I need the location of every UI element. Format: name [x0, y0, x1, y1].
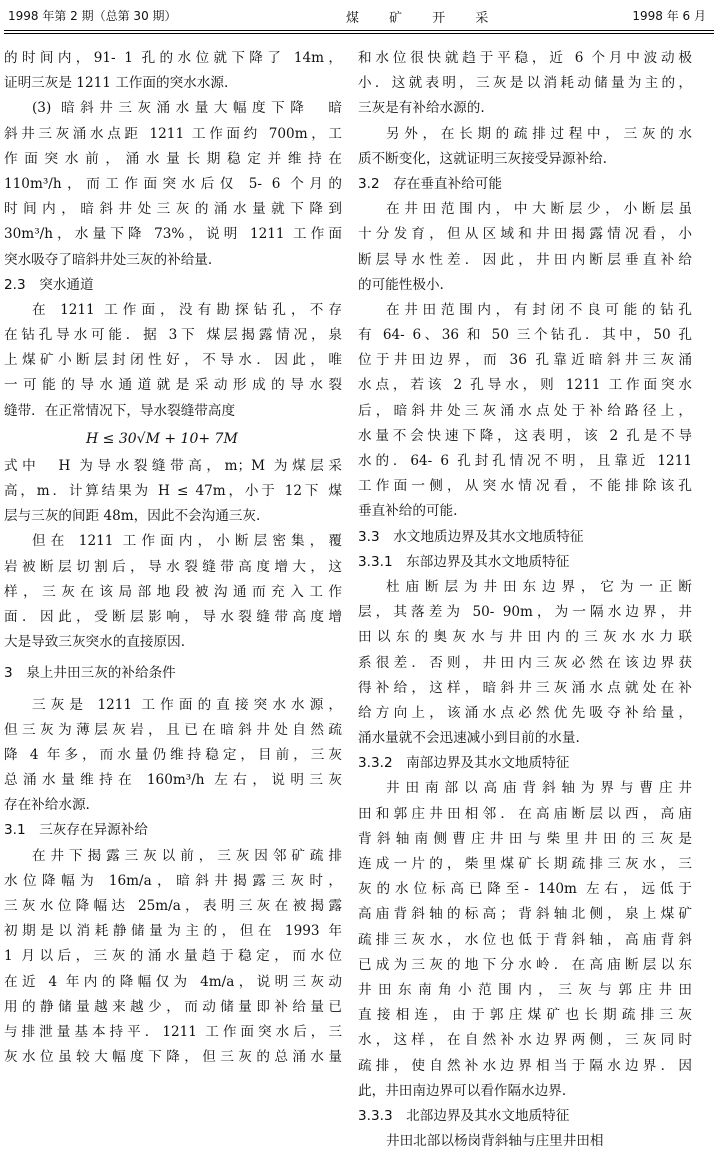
- text-line: 存在补给水源.: [4, 797, 90, 814]
- text-line: 面．因此，受断层影响，导水裂缝带高度增: [4, 608, 342, 625]
- journal-title: 煤 矿 开 采: [346, 11, 502, 26]
- text-line: 水点，若该 2 孔导水，则 1211 工作面突水: [358, 377, 692, 394]
- text-line: 大是导致三灰突水的直接原因.: [4, 634, 186, 651]
- paragraph: [358, 197, 692, 298]
- text-line: 与排泄量基本持平．1211 工作面突水后，三: [4, 1023, 342, 1040]
- text-line: 在钻孔导水可能．据 3下 煤层揭露情况，泉: [4, 327, 342, 344]
- text-line: 在井田范围内，有封闭不良可能的钻孔: [386, 301, 692, 318]
- paragraph: [358, 776, 692, 1103]
- text-line: 高，m．计算结果为 H ≤ 47m，小于 12下 煤: [4, 483, 342, 499]
- text-line: 时间内，暗斜井处三灰的涌水量就下降到: [4, 201, 342, 218]
- text-line: 有 64- 6、36 和 50 三个钻孔．其中，50 孔: [358, 327, 692, 344]
- text-line: 初期是以消耗静储量为主的，但在 1993 年: [4, 923, 342, 940]
- text-line: 位于井田边界，而 36 孔靠近暗斜井三灰涌: [358, 352, 692, 369]
- section-heading: 3.1 三灰存在异源补给: [4, 822, 148, 839]
- text-line: 田以东的奥灰水与井田内的三灰水水力联: [358, 629, 692, 646]
- text-line: 水位降幅为 16m/a，暗斜井揭露三灰时，: [4, 872, 342, 889]
- text-line: 样，三灰在该局部地段被沟通而充入工作: [4, 583, 342, 600]
- paragraph: [358, 1129, 692, 1154]
- text-line: 水，这样，在自然补水边界两侧，三灰同时: [358, 1032, 692, 1049]
- section-heading: 3.3.1 东部边界及其水文地质特征: [358, 553, 570, 570]
- section-heading: 3.2 存在垂直补给可能: [358, 175, 502, 192]
- text-line: 在井下揭露三灰以前，三灰因邻矿疏排: [32, 847, 342, 864]
- text-line: 的时间内，91- 1 孔的水位就下降了 14m，: [4, 50, 342, 66]
- text-line: 垂直补给的可能.: [358, 503, 458, 520]
- text-line: 后，暗斜井处三灰涌水点处于补给路径上，: [358, 402, 692, 419]
- text-line: 总涌水量维持在 160m³/h 左右，说明三灰: [4, 772, 342, 789]
- text-line: 井田东南角小范围内，三灰与郭庄井田: [358, 981, 692, 998]
- text-line: 层，其落差为 50- 90m，为一隔水边界，井: [358, 604, 692, 621]
- text-line: 1 月以后，三灰的涌水量趋于稳定，而水位: [4, 948, 342, 965]
- paragraph: [4, 693, 342, 819]
- header-rule: [4, 33, 714, 34]
- paragraph: [4, 844, 342, 1071]
- text-line: 一可能的导水通道就是采动形成的导水裂: [4, 377, 342, 394]
- text-line: 十分发育，但从区域和井田揭露情况看，小: [358, 226, 692, 243]
- text-line: 突水吸夺了暗斜井处三灰的补给量.: [4, 251, 213, 268]
- text-line: 水的．64- 6 孔封孔情况不明，且靠近 1211: [358, 453, 692, 469]
- text-line: 给方向上，该涌水点必然优先吸夺补给量，: [358, 704, 692, 721]
- text-line: 三灰水位降幅达 25m/a，表明三灰在被揭露: [4, 898, 342, 914]
- paragraph: [358, 298, 692, 525]
- paragraph: [358, 46, 692, 122]
- text-line: 连成一片的，柴里煤矿长期疏排三灰水，三: [358, 856, 692, 872]
- text-line: 疏排，使自然补水边界相当于隔水边界．因: [358, 1057, 692, 1074]
- right-column: [358, 46, 692, 1154]
- text-line: 灰的水位标高已降至- 140m 左右，远低于: [358, 881, 692, 898]
- text-line: 断层导水性差．因此，井田内断层垂直补给: [358, 251, 692, 268]
- text-line: 但三灰为薄层灰岩，且已在暗斜井处自然疏: [4, 721, 342, 738]
- text-line: 层与三灰的间距 48m，因此不会沟通三灰.: [4, 508, 261, 525]
- text-line: 井田北部以杨岗背斜轴与庄里井田相: [386, 1133, 604, 1150]
- left-column: [4, 46, 342, 1070]
- publication-date: 1998 年 6 月: [632, 9, 706, 23]
- equation: H ≤ 30√M + 10+ 7M: [86, 430, 238, 447]
- text-line: 三灰是 1211 工作面的直接突水水源，: [32, 696, 342, 713]
- paragraph: [358, 122, 692, 172]
- text-line: 小．这就表明，三灰是以消耗动储量为主的，: [358, 75, 692, 92]
- text-line: 在近 4 年内的降幅仅为 4m/a，说明三灰动: [4, 973, 342, 990]
- issue-info: 1998 年第 2 期（总第 30 期）: [8, 9, 177, 23]
- text-line: 岩被断层切割后，导水裂缝带高度增大，这: [4, 558, 342, 575]
- paragraph: [4, 529, 342, 655]
- paragraph: [358, 575, 692, 751]
- text-line: 背斜轴南侧曹庄井田与柴里井田的三灰是: [358, 830, 692, 847]
- text-line: 缝带．在正常情况下，导水裂缝带高度: [4, 402, 236, 419]
- paragraph: [4, 46, 342, 96]
- text-line: 和水位很快就趋于平稳，近 6 个月中波动极: [358, 50, 692, 66]
- text-line: 涌水量就不会迅速减小到目前的水量.: [358, 730, 580, 747]
- text-line: 作面突水前，涌水量长期稳定并维持在: [4, 150, 342, 167]
- section-heading: 3.3.3 北部边界及其水文地质特征: [358, 1107, 570, 1124]
- section-heading: 3 泉上井田三灰的补给条件: [4, 665, 176, 682]
- text-line: 高庙背斜轴的标高；背斜轴北侧，泉上煤矿: [358, 906, 692, 923]
- text-line: 灰水位虽较大幅度下降，但三灰的总涌水量: [4, 1049, 342, 1066]
- section-heading: 2.3 突水通道: [4, 276, 94, 293]
- text-line: 斜井三灰涌水点距 1211 工作面约 700m，工: [4, 125, 342, 142]
- header-rule: [4, 30, 714, 31]
- text-line: 系很差．否则，井田内三灰必然在该边界获: [358, 654, 692, 671]
- section-heading: 3.3 水文地质边界及其水文地质特征: [358, 528, 584, 545]
- paragraph: [4, 298, 342, 424]
- text-line: 用的静储量越来越少，而动储量即补给量已: [4, 998, 342, 1015]
- text-line: 上煤矿小断层封闭性好，不导水．因此，唯: [4, 352, 342, 369]
- text-line: 水量不会快速下降，这表明，该 2 孔是不导: [358, 427, 692, 444]
- text-line: 直接相连，由于郭庄煤矿也长期疏排三灰: [358, 1007, 692, 1024]
- text-line: 田和郭庄井田相邻．在高庙断层以西，高庙: [358, 805, 692, 822]
- text-line: 30m³/h，水量下降 73%，说明 1211 工作面: [4, 226, 342, 243]
- text-line: 110m³/h，而工作面突水后仅 5- 6 个月的: [4, 175, 342, 192]
- paragraph: [4, 96, 342, 272]
- text-line: 式中 H 为导水裂缝带高，m；M 为煤层采: [4, 457, 342, 474]
- page-header: [0, 0, 718, 28]
- text-line: 疏排三灰水，水位也低于背斜轴，高庙背斜: [358, 931, 692, 948]
- text-line: 三灰是有补给水源的.: [358, 100, 485, 117]
- text-line: 在井田范围内，中大断层少，小断层虽: [386, 201, 692, 218]
- text-line: 降 4 年多，而水量仍维持稳定，目前，三灰: [4, 746, 342, 763]
- text-line: 质不断变化，这就证明三灰接受异源补给.: [358, 150, 608, 167]
- text-line: 得补给，这样，暗斜井三灰涌水点就处在补: [358, 679, 692, 696]
- text-line: 井田南部以高庙背斜轴为界与曹庄井: [386, 780, 692, 797]
- text-line: 的可能性极小.: [358, 276, 444, 293]
- text-line: 工作面一侧，从突水情况看，不能排除该孔: [358, 478, 692, 495]
- text-line: 在 1211 工作面，没有勘探钻孔，不存: [32, 301, 342, 318]
- text-line: 杜庙断层为井田东边界，它为一正断: [386, 578, 692, 595]
- paragraph: [4, 454, 342, 530]
- text-line: 此，井田南边界可以看作隔水边界.: [358, 1082, 567, 1099]
- text-line: 已成为三灰的地下分水岭．在高庙断层以东: [358, 956, 692, 973]
- section-heading: 3.3.2 南部边界及其水文地质特征: [358, 755, 570, 772]
- text-line: 但在 1211 工作面内，小断层密集，覆: [32, 533, 342, 550]
- text-line: 另外，在长期的疏排过程中，三灰的水: [386, 125, 692, 142]
- text-line: (3) 暗斜井三灰涌水量大幅度下降 暗: [32, 100, 342, 117]
- text-line: 证明三灰是 1211 工作面的突水水源.: [4, 75, 229, 92]
